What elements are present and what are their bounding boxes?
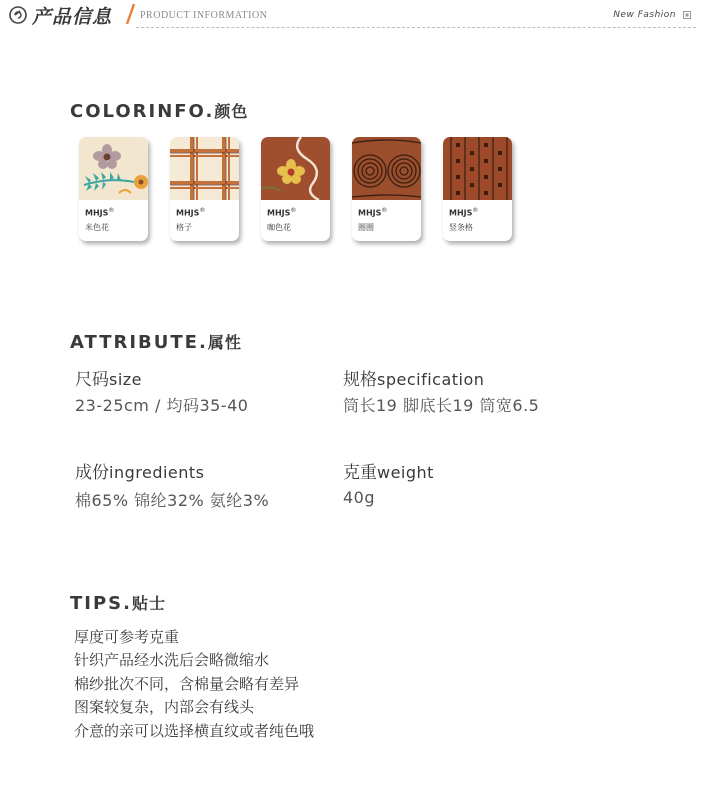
color-name: 圈圈: [358, 223, 374, 232]
vertical-stripes-swatch: [443, 137, 512, 200]
weight-value: 40g: [343, 488, 376, 507]
color-name: 咖色花: [267, 223, 291, 232]
plaid-swatch: [170, 137, 239, 200]
slash-accent-icon: [124, 2, 136, 26]
color-card-plaid[interactable]: [170, 137, 239, 241]
square-icon: [683, 11, 691, 19]
spec-value: 筒长19 脚底长19 筒宽6.5: [343, 396, 540, 415]
page-subtitle: PRODUCT INFORMATION: [140, 10, 268, 21]
ingredients-label-en: ingredients: [109, 463, 205, 482]
attribute-section-title: [70, 330, 242, 353]
spec-label-en: specification: [377, 370, 485, 389]
ingredients-label: [75, 458, 205, 483]
size-label-cn: 尺码: [75, 370, 109, 390]
brand-label: MHJS: [267, 208, 291, 218]
tips-title-en: TIPS.: [70, 593, 132, 614]
brand-label: MHJS: [358, 208, 382, 218]
tip-line: 厚度可参考克重: [74, 628, 180, 646]
tip-line: 图案较复杂，内部会有线头: [74, 698, 255, 717]
spiral-icon: [8, 5, 28, 25]
color-title-cn: 颜色: [214, 102, 249, 121]
color-card-list: [79, 137, 512, 241]
brown-floral-swatch: [261, 137, 330, 200]
circles-swatch: [352, 137, 421, 200]
spec-label-cn: 规格: [343, 370, 377, 390]
attribute-title-cn: 属性: [207, 333, 242, 352]
header-tagline: New Fashion: [613, 10, 676, 20]
ingredients-label-cn: 成份: [75, 463, 109, 483]
tip-line: 棉纱批次不同，含棉量会略有差异: [74, 674, 300, 693]
color-card-beige-floral[interactable]: [79, 137, 148, 241]
registered-mark: ®: [472, 207, 479, 214]
brand-label: MHJS: [176, 208, 200, 218]
color-name: 米色花: [85, 223, 109, 232]
ingredients-value: 棉65% 锦纶32% 氨纶3%: [75, 491, 270, 510]
color-title-en: COLORINFO.: [70, 101, 215, 122]
page-header: [0, 0, 712, 32]
tip-line: 介意的亲可以选择横直纹或者纯色哦: [74, 721, 315, 740]
registered-mark: ®: [199, 207, 206, 214]
weight-label: [343, 458, 434, 483]
color-card-vertical-stripes[interactable]: [443, 137, 512, 241]
color-name: 竖条格: [449, 223, 473, 232]
size-value: 23-25cm / 均码35-40: [75, 396, 249, 415]
registered-mark: ®: [290, 207, 297, 214]
registered-mark: ®: [381, 207, 388, 214]
attribute-title-en: ATTRIBUTE.: [70, 332, 208, 353]
spec-label: [343, 365, 484, 390]
size-label: [75, 365, 142, 390]
header-divider: [136, 27, 696, 28]
weight-label-en: weight: [377, 463, 434, 482]
tips-section-title: [70, 591, 166, 614]
color-card-brown-floral[interactable]: [261, 137, 330, 241]
size-label-en: size: [109, 370, 143, 389]
tips-title-cn: 贴士: [131, 594, 166, 613]
brand-label: MHJS: [85, 208, 109, 218]
tip-line: 针织产品经水洗后会略微缩水: [74, 651, 270, 670]
weight-label-cn: 克重: [343, 463, 377, 483]
beige-floral-swatch: [79, 137, 148, 200]
page-title: 产品信息: [32, 6, 113, 28]
tips-list: [74, 626, 314, 743]
color-card-circles[interactable]: [352, 137, 421, 241]
registered-mark: ®: [108, 207, 115, 214]
color-name: 格子: [176, 223, 192, 232]
color-section-title: [70, 99, 248, 122]
brand-label: MHJS: [449, 208, 473, 218]
